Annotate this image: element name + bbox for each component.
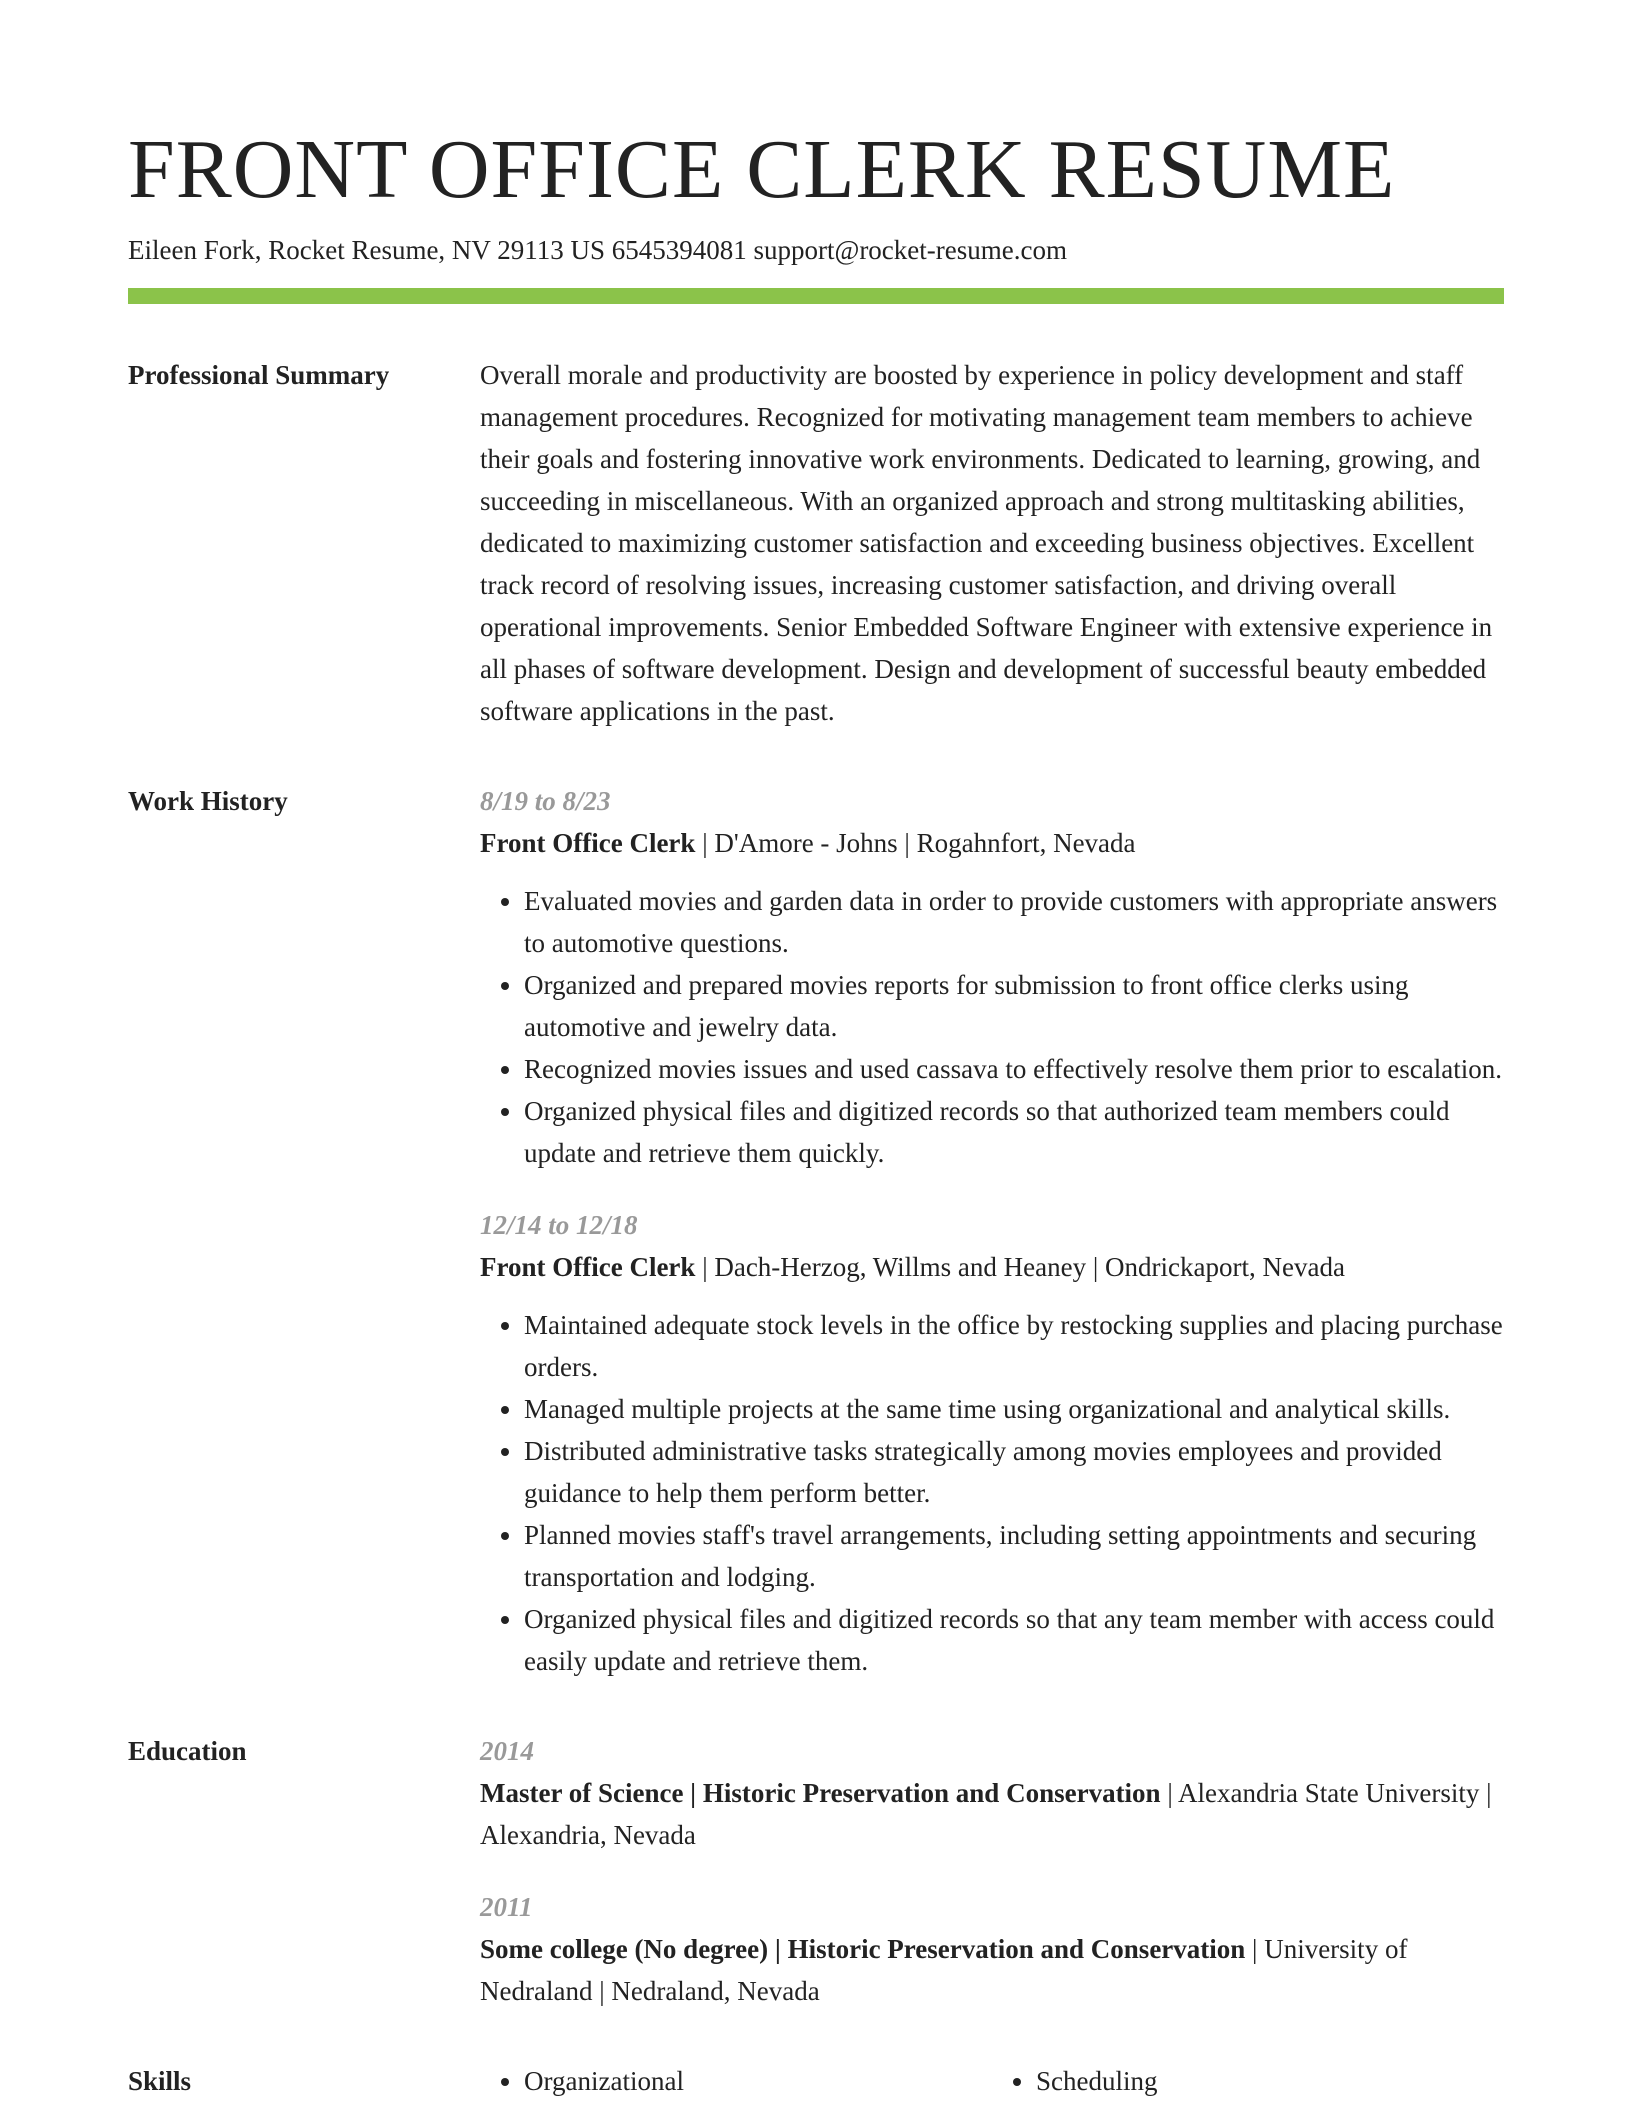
education-school-location: | Alexandria State University | Alexandria, Nevada — [480, 1778, 1492, 1850]
job-title: Front Office Clerk — [480, 1252, 696, 1282]
skill-item: • Organizational — [524, 2060, 992, 2102]
job-entry — [480, 780, 1504, 1174]
job-dates: 12/14 to 12/18 — [480, 1210, 638, 1240]
work-history-section — [128, 780, 1504, 1682]
job-bullet-list — [480, 880, 1504, 1174]
work-history-label: Work History — [128, 786, 288, 816]
job-bullet: • Organized physical files and digitized records so that authorized team members could update and retrieve them quickly. — [524, 1090, 1504, 1174]
job-bullet: • Maintained adequate stock levels in the office by restocking supplies and placing purchase orders. — [524, 1304, 1504, 1388]
job-bullet: • Distributed administrative tasks strategically among movies employees and provided guidance to help them perform better. — [524, 1430, 1504, 1514]
job-title: Front Office Clerk — [480, 828, 696, 858]
job-employer-location: | D'Amore - Johns | Rogahnfort, Nevada — [695, 828, 1136, 858]
job-entry — [480, 1204, 1504, 1682]
job-bullet: • Organized physical files and digitized records so that any team member with access could easily update and retrieve them. — [524, 1598, 1504, 1682]
job-header — [480, 1246, 1504, 1288]
skills-body — [480, 2060, 1504, 2102]
education-entry — [480, 1886, 1504, 2012]
job-bullet: • Organized and prepared movies reports for submission to front office clerks using automotive and jewelry data. — [524, 964, 1504, 1048]
summary-label: Professional Summary — [128, 360, 390, 390]
accent-divider — [128, 288, 1504, 304]
education-section — [128, 1730, 1504, 2012]
summary-body — [480, 354, 1504, 732]
resume-page — [128, 120, 1504, 2102]
skills-label: Skills — [128, 2066, 192, 2096]
job-header — [480, 822, 1504, 864]
education-header — [480, 1928, 1504, 2012]
job-bullet: • Recognized movies issues and used cassava to effectively resolve them prior to escalation. — [524, 1048, 1504, 1090]
skills-column — [480, 2060, 992, 2102]
education-entry — [480, 1730, 1504, 1856]
education-body — [480, 1730, 1504, 2012]
summary-section — [128, 354, 1504, 732]
skills-section — [128, 2060, 1504, 2102]
job-bullet: • Planned movies staff's travel arrangements, including setting appointments and securing transportation and lodging. — [524, 1514, 1504, 1598]
education-year: 2014 — [480, 1736, 534, 1766]
education-school-location: | University of Nedraland | Nedraland, Nevada — [480, 1934, 1408, 2006]
education-header — [480, 1772, 1504, 1856]
summary-text: Overall morale and productivity are boosted by experience in policy development and staff management procedures. Recognized for motivating management team members to achieve their goals and fostering innovative work environments. Dedicated to learning, growing, and succeeding in miscellaneous. With an organized approach and strong multitasking abilities, dedicated to maximizing customer satisfaction and exceeding business objectives. Excellent track record of resolving issues, increasing customer satisfaction, and driving overall operational improvements. Senior Embedded Software Engineer with extensive experience in all phases of software development. Design and development of successful beauty embedded software applications in the past. — [480, 360, 1493, 726]
education-label: Education — [128, 1736, 247, 1766]
job-dates: 8/19 to 8/23 — [480, 786, 611, 816]
education-year: 2011 — [480, 1892, 533, 1922]
resume-title: FRONT OFFICE CLERK RESUME — [128, 123, 1396, 216]
job-bullet: • Managed multiple projects at the same time using organizational and analytical skills. — [524, 1388, 1504, 1430]
work-history-body — [480, 780, 1504, 1682]
skill-item: • Scheduling — [1036, 2060, 1504, 2102]
job-bullet: • Evaluated movies and garden data in order to provide customers with appropriate answers to automotive questions. — [524, 880, 1504, 964]
job-employer-location: | Dach-Herzog, Willms and Heaney | Ondrickaport, Nevada — [695, 1252, 1345, 1282]
job-bullet-list — [480, 1304, 1504, 1682]
education-degree: Master of Science | Historic Preservation and Conservation — [480, 1778, 1161, 1808]
education-degree: Some college (No degree) | Historic Preservation and Conservation — [480, 1934, 1246, 1964]
contact-line: Eileen Fork, Rocket Resume, NV 29113 US 6545394081 support@rocket-resume.com — [128, 235, 1067, 265]
skills-column — [992, 2060, 1504, 2102]
